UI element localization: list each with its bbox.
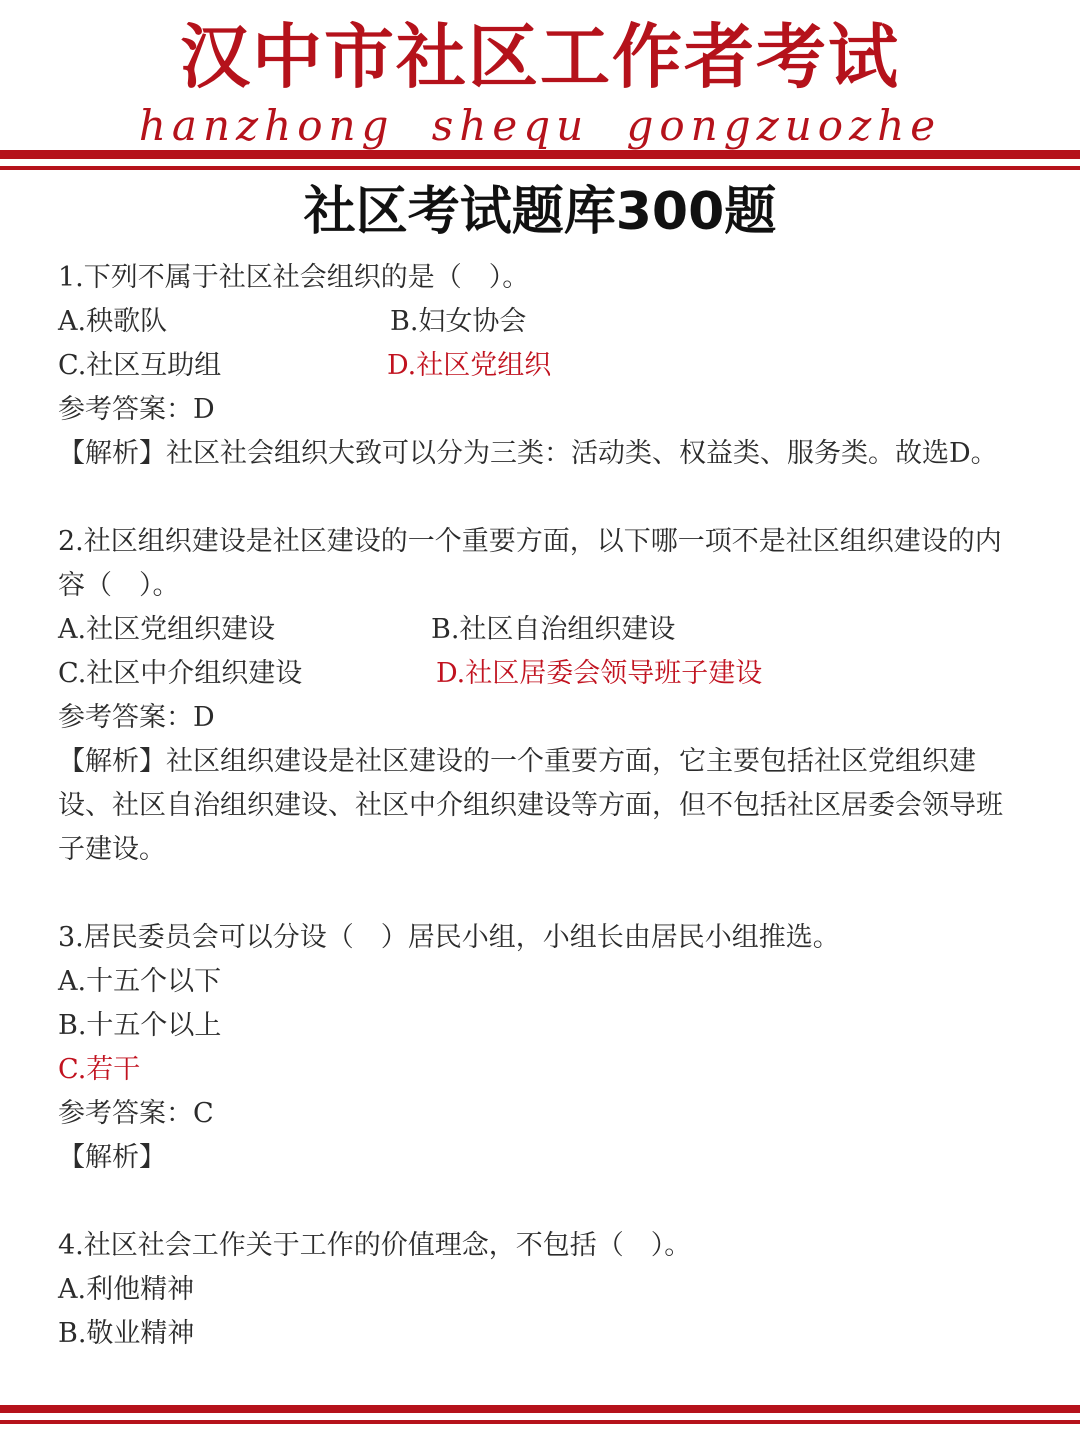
question-1 bbox=[58, 256, 1028, 476]
question-stem: 4.社区社会工作关于工作的价值理念，不包括（ ）。 bbox=[58, 1230, 692, 1261]
page-title: 汉中市社区工作者考试 bbox=[180, 16, 900, 98]
option-a: A.十五个以下 bbox=[58, 966, 222, 997]
analysis-text: 【解析】社区组织建设是社区建设的一个重要方面，它主要包括社区党组织建设、社区自治组织建设、社区中介组织建设等方面，但不包括社区居委会领导班子建设。 bbox=[58, 746, 1003, 865]
option-a: A.秧歌队 bbox=[58, 306, 168, 337]
option-d-correct: D.社区居委会领导班子建设 bbox=[436, 658, 763, 689]
analysis-text: 【解析】社区社会组织大致可以分为三类：活动类、权益类、服务类。故选D。 bbox=[58, 438, 998, 469]
option-b: B.社区自治组织建设 bbox=[431, 614, 676, 645]
question-stem: 2.社区组织建设是社区建设的一个重要方面，以下哪一项不是社区组织建设的内容（ ）。 bbox=[58, 526, 1002, 601]
header-divider-thick bbox=[0, 150, 1080, 159]
option-row bbox=[58, 652, 1028, 696]
spacer bbox=[58, 872, 1028, 916]
question-2 bbox=[58, 520, 1028, 872]
pinyin-subtitle: hanzhong shequ gongzuozhe bbox=[138, 101, 942, 150]
option-row bbox=[58, 300, 1028, 344]
question-stem: 3.居民委员会可以分设（ ）居民小组，小组长由居民小组推选。 bbox=[58, 922, 840, 953]
reference-answer: 参考答案：D bbox=[58, 702, 215, 733]
footer-divider-thin bbox=[0, 1420, 1080, 1424]
section-title: 社区考试题库300题 bbox=[303, 182, 777, 242]
reference-answer: 参考答案：D bbox=[58, 394, 215, 425]
option-row bbox=[58, 344, 1028, 388]
analysis-text: 【解析】 bbox=[58, 1142, 166, 1173]
option-c: C.社区中介组织建设 bbox=[58, 658, 303, 689]
option-b: B.十五个以上 bbox=[58, 1010, 222, 1041]
option-a: A.社区党组织建设 bbox=[58, 614, 276, 645]
option-c: C.社区互助组 bbox=[58, 350, 222, 381]
spacer bbox=[58, 1180, 1028, 1224]
option-a: A.利他精神 bbox=[58, 1274, 195, 1305]
spacer bbox=[58, 476, 1028, 520]
question-list bbox=[58, 256, 1028, 1356]
option-b: B.妇女协会 bbox=[390, 306, 527, 337]
option-row bbox=[58, 608, 1028, 652]
option-b: B.敬业精神 bbox=[58, 1318, 195, 1349]
question-4 bbox=[58, 1224, 1028, 1356]
footer-divider-thick bbox=[0, 1405, 1080, 1413]
option-d-correct: D.社区党组织 bbox=[387, 350, 552, 381]
reference-answer: 参考答案：C bbox=[58, 1098, 214, 1129]
option-c-correct: C.若干 bbox=[58, 1054, 141, 1085]
question-stem: 1.下列不属于社区社会组织的是（ ）。 bbox=[58, 262, 530, 293]
question-3 bbox=[58, 916, 1028, 1180]
header-divider-thin bbox=[0, 166, 1080, 170]
